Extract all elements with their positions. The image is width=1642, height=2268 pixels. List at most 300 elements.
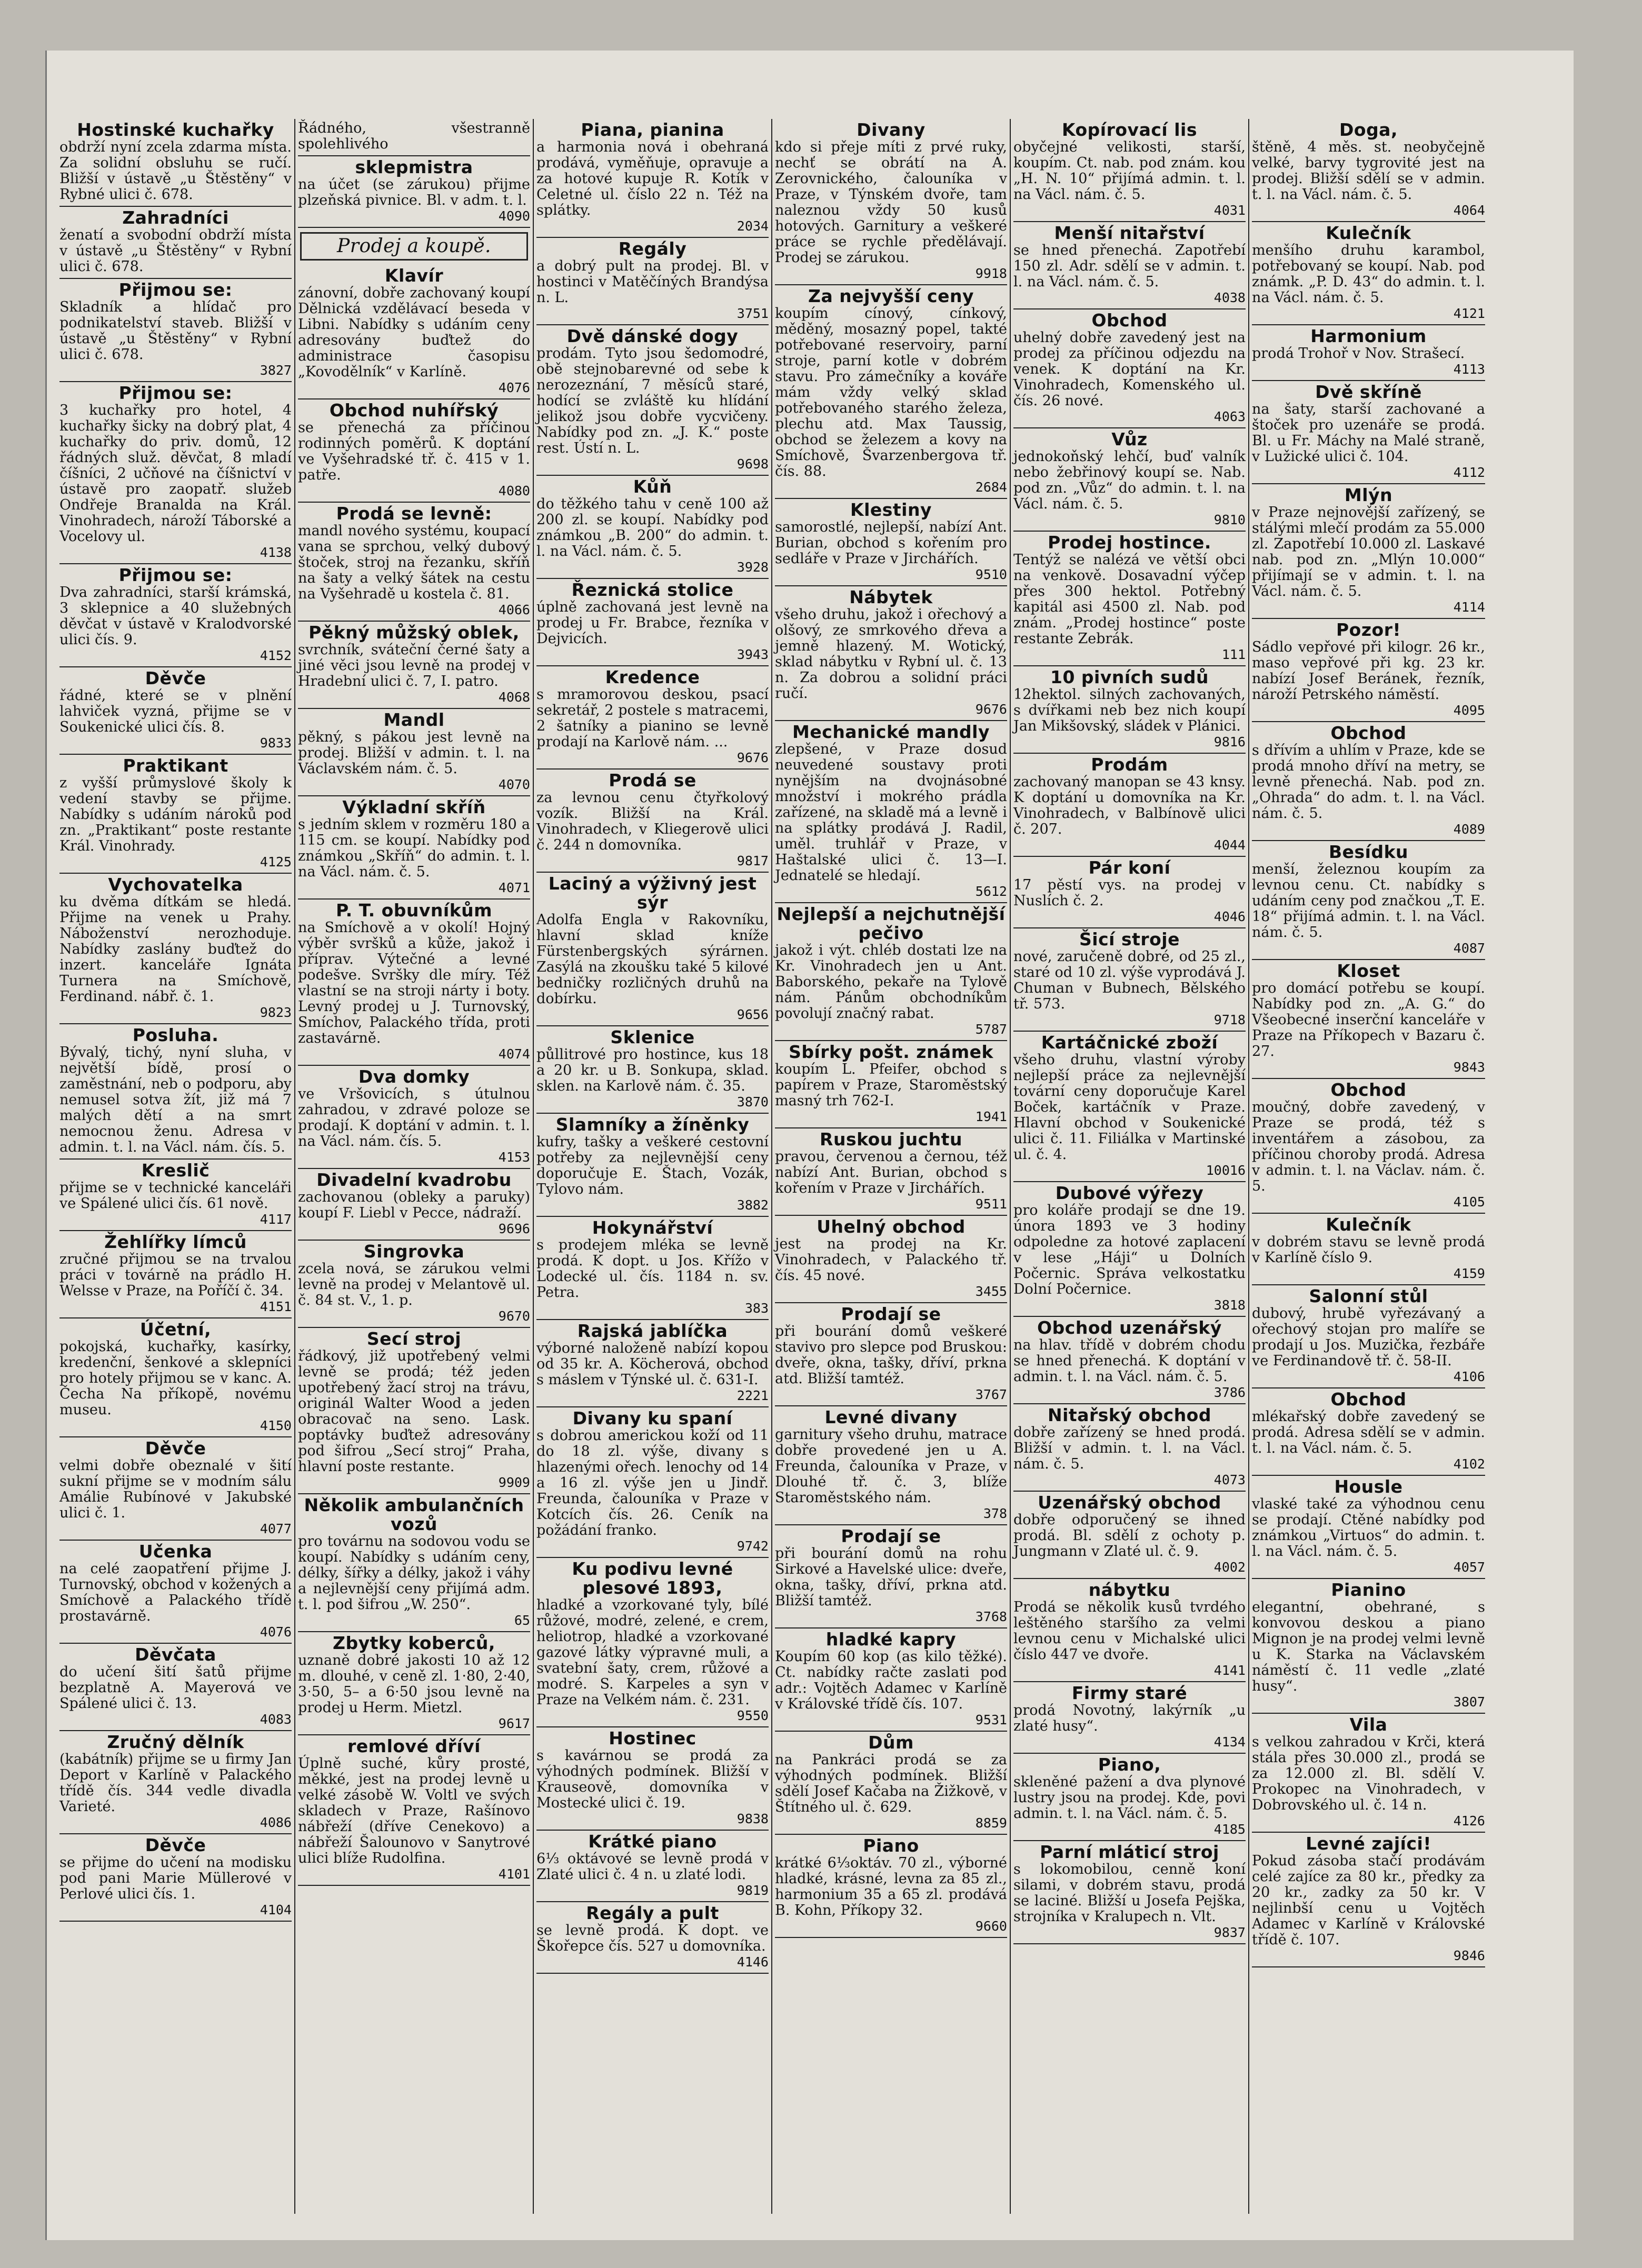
classified-ad xyxy=(298,156,530,228)
ad-number: 9670 xyxy=(498,1308,530,1324)
ad-number: 4089 xyxy=(1453,822,1485,837)
ad-body: dobře zařízený se hned prodá. Bližší v admin. t. l. na Václ. nám. č. 5. xyxy=(1013,1424,1246,1472)
classified-ad xyxy=(59,207,292,279)
classified-ad xyxy=(298,622,530,709)
ad-number: 9676 xyxy=(975,702,1007,717)
classified-ad xyxy=(1252,1476,1485,1579)
classified-ad xyxy=(298,900,530,1066)
ad-number: 4125 xyxy=(260,854,292,870)
ad-heading: Výkladní skříň xyxy=(342,797,486,817)
ad-heading: Pěkný můžský oblek, xyxy=(309,622,520,643)
classified-ad xyxy=(1252,722,1485,841)
classified-ad xyxy=(1252,841,1485,960)
ad-body: všeho druhu, jakož i ořechový a olšový, ze smrkového dřeva a jemně hlazený. M. Wotický, sklad nábytku v Rybní ul. č. 13 n. Za dobrou a solidní práci ručí. xyxy=(775,606,1007,702)
ad-heading: Děvče xyxy=(145,1438,206,1458)
ad-heading: nábytku xyxy=(1088,1580,1171,1600)
ad-number: 4141 xyxy=(1213,1663,1246,1678)
ad-heading: Přijmou se: xyxy=(118,565,233,585)
ad-heading: Několik ambulančních vozů xyxy=(304,1495,524,1534)
column-1 xyxy=(57,119,295,2214)
ad-number: 9742 xyxy=(737,1538,769,1554)
ad-heading: Za nejvyšší ceny xyxy=(808,286,974,306)
classified-ad xyxy=(1252,619,1485,722)
ad-heading: Kloset xyxy=(1337,961,1400,981)
classified-ad xyxy=(298,503,530,622)
ad-number: 4076 xyxy=(498,380,530,395)
ad-heading: Dům xyxy=(868,1732,914,1753)
ad-body: jest na prodej na Kr. Vinohradech, v Palackého tř. čís. 45 nové. xyxy=(775,1236,1007,1284)
ad-number: 4086 xyxy=(260,1815,292,1830)
ad-heading: Prodá se levně: xyxy=(336,503,492,524)
ad-heading: Doga, xyxy=(1339,119,1398,140)
ad-body: mandl nového systému, koupací vana se sprchou, velký dubový štoček, stroj na řezanku, skříň na šaty a velký šátek na cestu na Vyšehradě u kostela č. 81. xyxy=(298,523,530,602)
ad-body: do těžkého tahu v ceně 100 až 200 zl. se koupí. Nabídky pod známkou „B. 200“ do admin. t. l. na Václ. nám. č. 5. xyxy=(536,496,769,559)
ad-heading: Obchod xyxy=(1330,1080,1407,1100)
ad-heading: Kredence xyxy=(605,667,700,687)
classified-columns xyxy=(57,119,1489,2214)
ad-body: na Pankráci prodá se za výhodných podmínek. Bližší sdělí Josef Kačaba na Žižkově, v Štítného ul. č. 629. xyxy=(775,1752,1007,1815)
ad-body: prodám. Tyto jsou šedomodré, obě stejnobarevné od sebe k nerozeznání, 7 měsíců staré, hodící se zvláště ku hlídání jelikož jsou dobře vycvičeny. Nabídky pod zn. „J. K.“ poste rest. Ústí n. L. xyxy=(536,345,769,456)
ad-heading: Kopírovací lis xyxy=(1062,119,1197,140)
ad-heading: Levné zajíci! xyxy=(1306,1833,1431,1854)
classified-ad xyxy=(298,119,530,156)
ad-number: 4104 xyxy=(260,1902,292,1917)
ad-body: Úplně suché, kůry prosté, měkké, jest na prodej levně u velké zásobě W. Voltl ve svých skladech v Praze, Rašínovo nábřeží (dříve Cenekovo) a nábřeží Šalounovo v Sanytrové ulici blíže Rudolfina. xyxy=(298,1755,530,1866)
classified-ad xyxy=(536,770,769,873)
classified-ad xyxy=(298,1169,530,1241)
ad-heading: Dva domky xyxy=(358,1066,470,1087)
ad-heading: Sklenice xyxy=(610,1027,695,1047)
classified-ad xyxy=(1252,1579,1485,1714)
classified-ad xyxy=(298,1735,530,1886)
ad-body: v dobrém stavu se levně prodá v Karlíně číslo 9. xyxy=(1252,1234,1485,1266)
ad-body: kufry, tašky a veškeré cestovní potřeby za nejlevnější ceny doporučuje E. Štach, Vozák, Tylovo nám. xyxy=(536,1134,769,1197)
ad-number: 3786 xyxy=(1213,1385,1246,1400)
ad-heading: Kůň xyxy=(633,476,672,497)
ad-body: velmi dobře obeznalé v šití sukní přijme se v modním sálu Amálie Rubínové v Jakubské ulici č. 1. xyxy=(59,1457,292,1521)
classified-ad xyxy=(1252,1714,1485,1833)
classified-ad xyxy=(59,1318,292,1437)
classified-ad xyxy=(775,499,1007,586)
ad-body: půllitrové pro hostince, kus 18 a 20 kr. u B. Sonkupa, sklad. sklen. na Karlově nám. č. 35. xyxy=(536,1046,769,1094)
ad-body: pro továrnu na sodovou vodu se koupí. Nabídky s udáním ceny, délky, šířky a délky, jakož i váhy a nejlevnější ceny přijímá adm. t. l. pod šifrou „W. 250“. xyxy=(298,1533,530,1613)
ad-number: 4076 xyxy=(260,1624,292,1640)
classified-ad xyxy=(1013,1032,1246,1182)
ad-number: 4112 xyxy=(1453,465,1485,480)
ad-heading: Piana, pianina xyxy=(581,119,724,140)
ad-heading: Harmonium xyxy=(1310,326,1427,346)
ad-heading: Uhelný obchod xyxy=(817,1216,966,1237)
ad-number: 4063 xyxy=(1213,409,1246,424)
ad-number: 4073 xyxy=(1213,1472,1246,1487)
ad-number: 4134 xyxy=(1213,1734,1246,1750)
ad-body: zachovaný manopan se 43 knsy. K doptání u domovníka na Kr. Vinohradech, v Balbínově ulici č. 207. xyxy=(1013,774,1246,837)
ad-body: jakož i výt. chléb dostati lze na Kr. Vinohradech jen u Ant. Baborského, pekaře na Tylově nám. Pánům obchodníkům povolují značný rabat. xyxy=(775,942,1007,1022)
classified-ad xyxy=(59,1160,292,1231)
ad-heading: Besídku xyxy=(1328,842,1409,862)
classified-ad xyxy=(1013,754,1246,857)
classified-ad xyxy=(775,586,1007,721)
ad-number: 378 xyxy=(983,1506,1007,1521)
ad-body: garnitury všeho druhu, matrace dobře provedené jen u A. Freunda, čalouníka v Praze, v Dlouhé tř. č. 3, blíže Staroměstského nám. xyxy=(775,1426,1007,1506)
classified-ad xyxy=(775,119,1007,285)
ad-heading: Kreslič xyxy=(141,1160,210,1181)
ad-body: 3 kuchařky pro hotel, 4 kuchařky šicky na dobrý plat, 4 kuchařky do priv. domů, 12 řádných služ. děvčat, 8 mladí číšníci, 2 učňové na číšnictví v ústavě pro zaopatř. služeb Ondřeje Branalda na Král. Vinohradech, nároží Táborské a Vocelovy ul. xyxy=(59,402,292,545)
ad-number: 3818 xyxy=(1213,1297,1246,1313)
classified-ad xyxy=(59,382,292,564)
ad-heading: Děvče xyxy=(145,1835,206,1855)
ad-number: 4113 xyxy=(1453,362,1485,377)
ad-body: a dobrý pult na prodej. Bl. v hostinci v Matěčíných Brandýsa n. L. xyxy=(536,258,769,306)
ad-heading: Zahradníci xyxy=(122,207,229,228)
classified-ad xyxy=(536,1026,769,1114)
ad-body: Tentýž se nalézá ve větší obci na venkově. Dosavadní výčep přes 300 hektol. Potřebný kapitál asi 4500 zl. Nab. pod znám. „Prodej hostince“ poste restante Zebrák. xyxy=(1013,552,1246,647)
ad-heading: Učenka xyxy=(138,1541,213,1562)
ad-body: zlepšené, v Praze dosud neuvedené soustavy proti nynějším na dvojnásobné množství i mokrého prádla zařízené, na skladě má a levně i na splátky prodává J. Radil, uměl. truhlář v Praze, v Haštalské ulici č. 13—I. Jednatelé se hledají. xyxy=(775,741,1007,884)
classified-ad xyxy=(1013,1841,1246,1944)
ad-number: 9676 xyxy=(737,750,769,765)
classified-ad xyxy=(1013,1682,1246,1754)
ad-heading: Posluha. xyxy=(132,1025,219,1045)
ad-number: 9837 xyxy=(1213,1925,1246,1940)
ad-body: ve Vršovicích, s útulnou zahradou, v zdravé poloze se prodají. K doptání v admin. t. l. na Václ. nám. čís. 5. xyxy=(298,1086,530,1150)
ad-heading: Dvě skříně xyxy=(1315,382,1422,402)
classified-ad xyxy=(536,476,769,579)
ad-heading: Praktikant xyxy=(123,755,228,776)
classified-ad xyxy=(298,1241,530,1328)
ad-number: 4159 xyxy=(1453,1266,1485,1281)
ad-body: s dřívím a uhlím v Praze, kde se prodá mnoho dříví na metry, se levně přenechá. Nab. pod zn. „Ohrada“ do adm. t. l. na Václ. nám. č. 5. xyxy=(1252,742,1485,822)
ad-body: obyčejné velikosti, starší, koupím. Ct. nab. pod znám. kou „H. N. 10“ přijímá admin. t. l. na Václ. nám. č. 5. xyxy=(1013,139,1246,203)
ad-body: z vyšší průmyslové školy k vedení stavby se přijme. Nabídky s udáním nároků pod zn. „Praktikant“ poste restante Král. Vinohrady. xyxy=(59,775,292,854)
column-2 xyxy=(295,119,534,2214)
classified-ad xyxy=(1252,1285,1485,1388)
ad-heading: Divany ku spaní xyxy=(572,1408,733,1428)
ad-body: se přenechá za příčinou rodinných poměrů. K doptání ve Vyšehradské tř. č. 415 v 1. patře. xyxy=(298,419,530,483)
column-5 xyxy=(1011,119,1249,2214)
ad-body: ku dvěma dítkám se hledá. Přijme na venek u Prahy. Náboženství nerozhoduje. Nabídky zaslány buďtež do inzert. kanceláře Ignáta Turnera na Smíchově, Ferdinand. nábř. č. 1. xyxy=(59,894,292,1005)
ad-number: 65 xyxy=(514,1613,530,1628)
classified-ad xyxy=(1013,119,1246,222)
ad-number: 3767 xyxy=(975,1387,1007,1402)
classified-ad xyxy=(1252,381,1485,484)
classified-ad xyxy=(1252,119,1485,222)
classified-ad xyxy=(298,1632,530,1735)
ad-number: 9838 xyxy=(737,1811,769,1826)
classified-ad xyxy=(775,903,1007,1041)
classified-ad xyxy=(298,1494,530,1632)
classified-ad xyxy=(1013,857,1246,928)
ad-number: 4101 xyxy=(498,1866,530,1882)
ad-body: Pokud zásoba stačí prodávám celé zajíce za 80 kr., předky za 20 kr., zadky za 50 kr. V nejlinbší cenu u Vojtěch Adamec v Karlíně v Královské třídě č. 107. xyxy=(1252,1853,1485,1948)
ad-body: se hned přenechá. Zapotřebí 150 zl. Adr. sdělí se v admin. t. l. na Václ. nám. č. 5. xyxy=(1013,242,1246,290)
classified-ad xyxy=(59,1024,292,1160)
ad-number: 5787 xyxy=(975,1022,1007,1037)
ad-number: 9511 xyxy=(975,1196,1007,1212)
ad-number: 9817 xyxy=(737,853,769,868)
ad-number: 4044 xyxy=(1213,837,1246,853)
classified-ad xyxy=(59,1437,292,1541)
ad-number: 9531 xyxy=(975,1712,1007,1727)
classified-ad xyxy=(1013,1182,1246,1317)
ad-body: prodá Novotný, lakýrník „u zlaté husy“. xyxy=(1013,1702,1246,1734)
ad-body: na hlav. třídě v dobrém chodu se hned přenechá. K doptání v admin. t. l. na Václ. nám. č. 5. xyxy=(1013,1337,1246,1385)
ad-body: na šaty, starší zachované a štoček pro uzenáře se prodá. Bl. u Fr. Máchy na Malé straně, v Lužické ulici č. 104. xyxy=(1252,401,1485,465)
ad-heading: Slamníky a žíněnky xyxy=(555,1114,750,1135)
classified-ad xyxy=(536,1217,769,1320)
ad-body: a harmonia nová i obehraná prodává, vyměňuje, opravuje a za hotové kupuje R. Kotík v Celetné ul. číslo 22 n. Též na splátky. xyxy=(536,139,769,218)
ad-body: hladké a vzorkované tyly, bílé růžové, modré, zelené, e crem, heliotrop, hladké a vzorkované gazové látky výpravné muli, a svatební šaty, crem, růžové a modré. S. Karpeles a syn v Praze na Velkém nám. č. 231. xyxy=(536,1597,769,1708)
ad-number: 3807 xyxy=(1453,1694,1485,1710)
ad-number: 4087 xyxy=(1453,941,1485,956)
ad-heading: Prodej hostince. xyxy=(1048,532,1211,553)
ad-heading: Zbytky koberců, xyxy=(333,1633,495,1653)
ad-heading: Levné divany xyxy=(824,1407,958,1427)
ad-heading: Klavír xyxy=(384,265,444,286)
ad-number: 9819 xyxy=(737,1883,769,1898)
ad-body: krátké 6⅓oktáv. 70 zl., výborné hladké, krásné, levna za 85 zl., harmonium 35 a 65 zl. prodává B. Kohn, Příkopy 32. xyxy=(775,1855,1007,1919)
ad-body: samorostlé, nejlepší, nabízí Ant. Burian, obchod s kořením pro sedláře v Praze v Jirchářích. xyxy=(775,519,1007,567)
classified-ad xyxy=(59,755,292,874)
ad-heading: Přijmou se: xyxy=(118,279,233,300)
classified-ad xyxy=(1013,222,1246,309)
ad-body: s kavárnou se prodá za výhodných podmínek. Bližší v Krauseově, domovníka v Mostecké ulici č. 19. xyxy=(536,1747,769,1811)
classified-ad xyxy=(775,721,1007,903)
ad-number: 9617 xyxy=(498,1716,530,1731)
classified-ad xyxy=(1252,1079,1485,1214)
classified-ad xyxy=(536,325,769,476)
ad-body: (kabátník) přijme se u firmy Jan Deport v Karlíně v Palackého třídě čís. 344 vedle divadla Varieté. xyxy=(59,1751,292,1815)
ad-number: 3882 xyxy=(737,1197,769,1213)
ad-number: 4153 xyxy=(498,1150,530,1165)
classified-ad xyxy=(536,1114,769,1217)
ad-heading: Krátké piano xyxy=(588,1831,717,1852)
classified-ad xyxy=(298,1328,530,1494)
classified-ad xyxy=(536,119,769,238)
ad-heading: Nitařský obchod xyxy=(1048,1405,1211,1425)
classified-ad xyxy=(536,1407,769,1558)
classified-ad xyxy=(775,285,1007,499)
ad-heading: Dvě dánské dogy xyxy=(566,326,739,346)
ad-body: přijme se v technické kanceláři ve Spálené ulici čís. 61 nově. xyxy=(59,1180,292,1212)
ad-body: skleněné pažení a dva plynové lustry jsou na prodej. Kde, povi admin. t. l. na Václ. nám. č. 5. xyxy=(1013,1774,1246,1822)
classified-ad xyxy=(1252,325,1485,381)
ad-number: 3455 xyxy=(975,1284,1007,1299)
ad-number: 4066 xyxy=(498,602,530,617)
ad-body: pro koláře prodají se dne 19. února 1893 ve 3 hodiny odpoledne za hotové zaplacení v lese „Háji“ u Dolních Počernic. Správa velkostatku Dolní Počernice. xyxy=(1013,1202,1246,1297)
classified-ad xyxy=(1013,1404,1246,1492)
classified-ad xyxy=(298,1066,530,1169)
ad-body: zručné přijmou se na trvalou práci v továrně na prádlo H. Welsse v Praze, na Poříčí č. 34. xyxy=(59,1251,292,1299)
ad-body: řádné, které se v plnění lahviček vyzná, přijme se v Soukenické ulici čís. 8. xyxy=(59,687,292,735)
ad-number: 4080 xyxy=(498,483,530,498)
classified-ad xyxy=(536,1831,769,1902)
ad-number: 3943 xyxy=(737,647,769,662)
ad-number: 383 xyxy=(744,1301,769,1316)
ad-heading: Vila xyxy=(1349,1714,1388,1735)
ad-number: 4102 xyxy=(1453,1456,1485,1472)
ad-number: 4068 xyxy=(498,690,530,705)
ad-heading: Zručný dělník xyxy=(107,1732,244,1752)
ad-body: menší, železnou koupím za levnou cenu. Ct. nabídky s udáním ceny pod značkou „T. E. 18“ přijímá admin. t. l. na Václ. nám. č. 5. xyxy=(1252,861,1485,941)
classified-ad xyxy=(1252,1388,1485,1476)
ad-number: 4117 xyxy=(260,1212,292,1227)
ad-body: jednokoňský lehčí, buď valník nebo žebřinový koupí se. Nab. pod zn. „Vůz“ do admin. t. l. na Václ. nám. č. 5. xyxy=(1013,448,1246,512)
ad-heading: 10 pivních sudů xyxy=(1050,667,1209,687)
ad-body: se levně prodá. K dopt. ve Škořepce čís. 527 u domovníka. xyxy=(536,1922,769,1954)
ad-number: 5612 xyxy=(975,884,1007,899)
ad-number: 3751 xyxy=(737,306,769,321)
ad-heading: Singrovka xyxy=(363,1241,465,1262)
ad-heading: Laciný a výživný jest sýr xyxy=(548,873,757,913)
ad-body: na účet (se zárukou) přijme plzeňská pivnice. Bl. v adm. t. l. xyxy=(298,176,530,208)
ad-heading: Pozor! xyxy=(1336,620,1401,640)
ad-number: 1941 xyxy=(975,1109,1007,1124)
ad-body: Dva zahradníci, starší krámská, 3 sklepnice a 40 služebných děvčat v ústavě v Kralodvorské ulici čís. 9. xyxy=(59,584,292,648)
classified-ad xyxy=(536,1902,769,1974)
classified-ad xyxy=(775,1525,1007,1628)
ad-body: na Smíchově a v okolí! Hojný výběr svršků a kůže, jakož i příprav. Výtečné a levné podešve. Svršky dle míry. Též vlastní se na stroji nárty i boty. Levný prodej u J. Turnovský, Smíchov, Palackého třída, proti zastavárně. xyxy=(298,920,530,1046)
column-3 xyxy=(534,119,772,2214)
ad-heading: Prodají se xyxy=(841,1526,941,1546)
ad-heading: Piano, xyxy=(1098,1754,1161,1775)
ad-body: při bourání domů na rohu Sirkové a Havelské ulice: dveře, okna, tašky, dříví, prkna atd. Bližší tamtéž. xyxy=(775,1545,1007,1609)
ad-number: 111 xyxy=(1221,647,1246,662)
ad-body: s mramorovou deskou, psací sekretář, 2 postele s matracemi, 2 šatníky a pianino se levně prodají na Karlově nám. ... xyxy=(536,686,769,750)
column-6 xyxy=(1249,119,1488,2214)
ad-body: uhelný dobře zavedený jest na prodej za příčinou odjezdu na venek. K doptání na Kr. Vinohradech, Komenského ul. čís. 26 nové. xyxy=(1013,329,1246,409)
ad-number: 9698 xyxy=(737,456,769,472)
classified-ad xyxy=(1013,428,1246,532)
classified-ad xyxy=(1013,532,1246,666)
ad-body: s dobrou americkou koží od 11 do 18 zl. výše, divany s hlazenými ořech. lenochy od 14 a 16 zl. výše jen u Jindř. Freunda, čalouníka v Praze v Kotcích čís. 26. Ceník na požádání franko. xyxy=(536,1427,769,1538)
ad-number: 9656 xyxy=(737,1007,769,1022)
ad-number: 4083 xyxy=(260,1712,292,1727)
ad-heading: Sbírky pošt. známek xyxy=(789,1042,993,1062)
ad-number: 4114 xyxy=(1453,600,1485,615)
classified-ad xyxy=(1252,484,1485,619)
classified-ad xyxy=(1013,1492,1246,1579)
ad-heading: Obchod xyxy=(1330,1389,1407,1410)
classified-ad xyxy=(59,1231,292,1318)
classified-ad xyxy=(1013,1317,1246,1404)
ad-body: dubový, hrubě vyřezávaný a ořechový stojan pro malíře se prodají u Jos. Muzička, řezbáře ve Ferdinandově tř. č. 58-II. xyxy=(1252,1305,1485,1369)
ad-body: úplně zachovaná jest levně na prodej u Fr. Brabce, řezníka v Dejvicích. xyxy=(536,599,769,647)
ad-number: 4185 xyxy=(1213,1822,1246,1837)
ad-heading: Dubové výřezy xyxy=(1055,1183,1204,1203)
ad-number: 9696 xyxy=(498,1221,530,1236)
ad-body: nové, zaručeně dobré, od 25 zl., staré od 10 zl. výše vyprodává J. Chuman v Bubnech, Bělského tř. 573. xyxy=(1013,948,1246,1012)
ad-heading: Hostinské kuchařky xyxy=(77,119,274,140)
classified-ad xyxy=(298,399,530,503)
ad-heading: Salonní stůl xyxy=(1309,1286,1428,1306)
ad-body: moučný, dobře zavedený, v Praze se prodá, též s inventářem a zásobou, za příčinou choroby prodá. Adresa v admin. t. l. na Václav. nám. č. 5. xyxy=(1252,1099,1485,1194)
ad-body: pěkný, s pákou jest levně na prodej. Bližší v admin. t. l. na Václavském nám. č. 5. xyxy=(298,729,530,777)
ad-body: Adolfa Engla v Rakovníku, hlavní sklad kníže Fürstenbergských sýrárnen. Zasýlá na zkoušku také 5 kilové bedničky rozličných druhů na dobírku. xyxy=(536,912,769,1007)
classified-ad xyxy=(536,873,769,1026)
ad-heading: Přijmou se: xyxy=(118,383,233,403)
ad-number: 9833 xyxy=(260,735,292,751)
ad-number: 8859 xyxy=(975,1815,1007,1831)
ad-body: zachovanou (obleky a paruky) koupí F. Liebl v Pecce, nádraží. xyxy=(298,1189,530,1221)
ad-heading: Kartáčnické zboží xyxy=(1041,1032,1218,1053)
ad-number: 3928 xyxy=(737,559,769,575)
ad-heading: Vůz xyxy=(1111,429,1148,449)
ad-body: se přijme do učení na modisku pod pani Marie Müllerové v Perlové ulici čís. 1. xyxy=(59,1854,292,1902)
ad-number: 9918 xyxy=(975,266,1007,281)
ad-heading: Divadelní kvadrobu xyxy=(316,1170,512,1190)
ad-heading: Prodá se xyxy=(609,770,696,791)
ad-heading: Mlýn xyxy=(1344,485,1393,505)
ad-heading: Housle xyxy=(1334,1476,1403,1497)
ad-number: 4002 xyxy=(1213,1560,1246,1575)
ad-heading: Účetní, xyxy=(140,1319,212,1340)
classified-ad xyxy=(536,238,769,325)
classified-ad xyxy=(775,1406,1007,1525)
ad-heading: Hostinec xyxy=(609,1728,696,1749)
ad-heading: Prodej a koupě. xyxy=(337,235,491,257)
classified-ad xyxy=(1013,309,1246,428)
classified-ad xyxy=(59,279,292,382)
ad-number: 9823 xyxy=(260,1005,292,1020)
ad-number: 3870 xyxy=(737,1094,769,1110)
ad-number: 4152 xyxy=(260,648,292,663)
ad-body: kdo si přeje míti z prvé ruky, nechť se obrátí na A. Zerovnického, čalouníka v Praze, v Týnském dvoře, tam naleznou vždy 50 kusů hotových. Garnitury a veškeré práce se rychle předělávají. Prodej se zárukou. xyxy=(775,139,1007,266)
classified-ad xyxy=(775,1732,1007,1835)
ad-heading: Vychovatelka xyxy=(108,874,243,895)
ad-body: elegantní, obehrané, s konvovou deskou a piano Mignon je na prodej velmi levně u K. Starka na Václavském náměstí č. 11 vedle „zlaté husy“. xyxy=(1252,1599,1485,1694)
ad-number: 3827 xyxy=(260,363,292,378)
ad-body: vlaské také za výhodnou cenu se prodají. Ctěné nabídky pod známkou „Virtuos“ do admin. t. l. na Václ. nám. č. 5. xyxy=(1252,1496,1485,1560)
ad-body: prodá Trohoř v Nov. Strašecí. xyxy=(1252,345,1465,362)
ad-number: 9718 xyxy=(1213,1012,1246,1027)
ad-body: v Praze nejnovější zařízený, se stálými mlečí prodám za 55.000 zl. Zapotřebí 10.000 zl. Laskavé nab. pod zn. „Mlýn 10.000“ přijímají se v admin. t. l. na Václ. nám. č. 5. xyxy=(1252,504,1485,600)
classified-ad xyxy=(59,1834,292,1922)
ad-number: 9660 xyxy=(975,1919,1007,1934)
classified-ad xyxy=(536,666,769,770)
ad-number: 4057 xyxy=(1453,1560,1485,1575)
ad-body: výborné naloženě nabízí kopou od 35 kr. A. Köcherová, obchod s máslem v Týnské ul. č. 631-I. xyxy=(536,1340,769,1388)
classified-ad xyxy=(775,1835,1007,1938)
ad-body: ženatí a svobodní obdrží místa v ústavě „u Štěstěny“ v Rybní ulici č. 678. xyxy=(59,227,292,275)
ad-heading: Firmy staré xyxy=(1071,1683,1188,1703)
ad-number: 4064 xyxy=(1453,203,1485,218)
ad-number: 4038 xyxy=(1213,290,1246,305)
ad-body: štěně, 4 měs. st. neobyčejně velké, barvy tygrovité jest na prodej. Bližší sdělí se v admin. t. l. na Václ. nám. č. 5. xyxy=(1252,139,1485,203)
ad-body: Bývalý, tichý, nyní sluha, v největší bídě, prosí o zaměstnání, neb o podporu, aby nemusel sotva žít, již má 7 malých dětí a na smrt nemocnou ženu. Adresa v admin. t. l. na Václ. nám. čís. 5. xyxy=(59,1044,292,1155)
classified-ad xyxy=(59,1541,292,1644)
ad-number: 9909 xyxy=(498,1475,530,1490)
ad-heading: Prodají se xyxy=(841,1304,941,1324)
ad-body: Sádlo vepřové při kilogr. 26 kr., maso vepřové při kg. 23 kr. nabízí Josef Beránek, řezník, nároží Petrského náměstí. xyxy=(1252,639,1485,703)
ad-heading: Regály xyxy=(618,238,687,259)
ad-number: 2684 xyxy=(975,479,1007,495)
ad-heading: Hokynářství xyxy=(592,1217,713,1238)
classified-ad xyxy=(1252,1833,1485,1967)
ad-body: s prodejem mléka se levně prodá. K dopt. u Jos. Křížo v Lodecké ul. čís. 1184 n. sv. Petra. xyxy=(536,1237,769,1301)
ad-body: do učení šití šatů přijme bezplatně A. Mayerová ve Spálené ulici č. 13. xyxy=(59,1664,292,1712)
ad-heading: Parní mláticí stroj xyxy=(1040,1842,1219,1862)
ad-heading: Prodám xyxy=(1091,754,1168,775)
ad-heading: Piano xyxy=(863,1835,919,1856)
classified-ad xyxy=(59,1731,292,1834)
ad-number: 4146 xyxy=(737,1954,769,1970)
ad-body: řádkový, již upotřebený velmi levně se prodá; též jeden upotřebený žací stroj na trávu, originál Walter Wood a jeden obracovač na seno. Lask. poptávky buďtež adresovány pod šifrou „Secí stroj“ Praha, hlavní poste restante. xyxy=(298,1348,530,1475)
classified-ad xyxy=(1013,928,1246,1032)
classified-ad xyxy=(536,1727,769,1831)
ad-number: 9846 xyxy=(1453,1948,1485,1963)
ad-number: 4151 xyxy=(260,1299,292,1314)
